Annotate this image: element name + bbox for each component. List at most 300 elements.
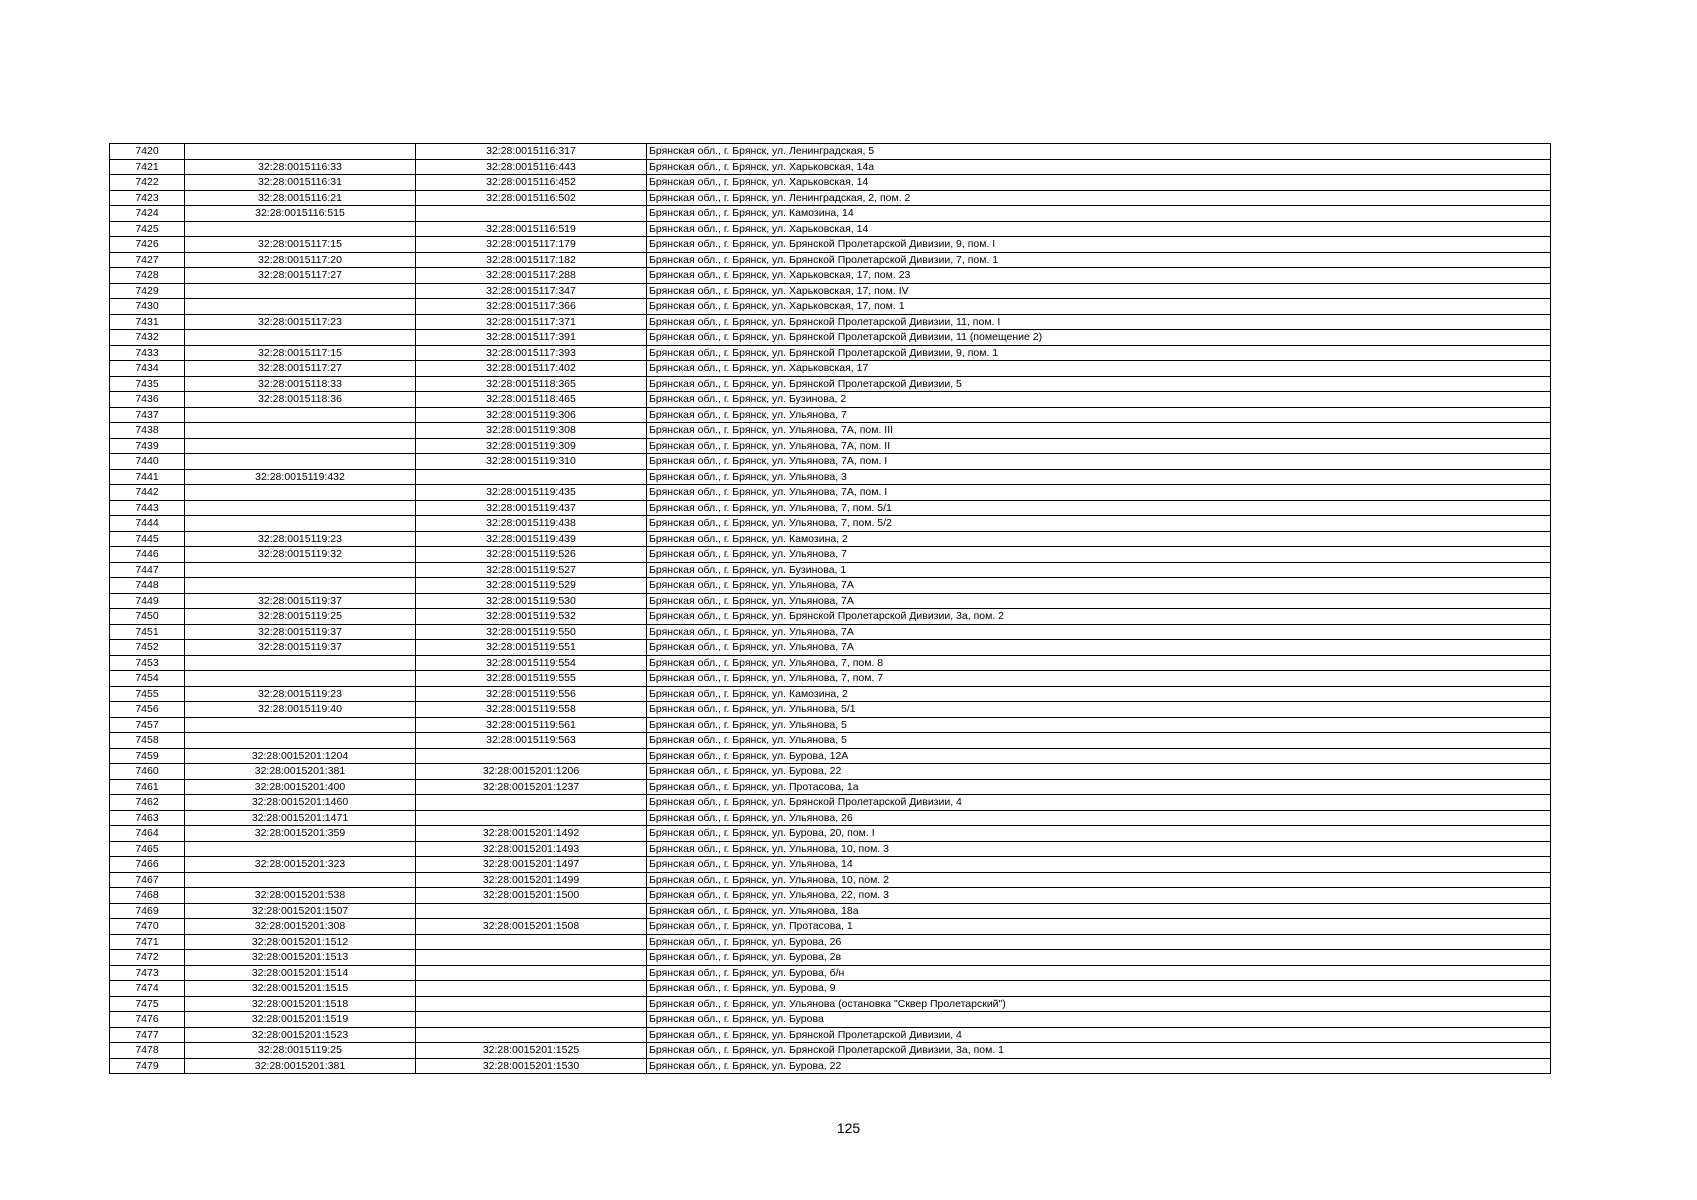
row-number-cell: 7433 — [110, 345, 185, 361]
address-cell: Брянская обл., г. Брянск, ул. Ульянова, 7А, пом. III — [647, 423, 1551, 439]
cadastral-number-land-cell: 32:28:0015119:432 — [185, 469, 416, 485]
cadastral-number-land-cell — [185, 717, 416, 733]
cadastral-number-object-cell: 32:28:0015119:527 — [416, 562, 647, 578]
address-cell: Брянская обл., г. Брянск, ул. Харьковская, 14 — [647, 175, 1551, 191]
cadastral-number-object-cell — [416, 206, 647, 222]
row-number-cell: 7445 — [110, 531, 185, 547]
cadastral-number-land-cell: 32:28:0015117:15 — [185, 345, 416, 361]
table-row — [110, 872, 1551, 888]
cadastral-number-land-cell: 32:28:0015201:1515 — [185, 981, 416, 997]
row-number-cell: 7477 — [110, 1027, 185, 1043]
address-cell: Брянская обл., г. Брянск, ул. Ульянова (остановка "Сквер Пролетарский") — [647, 996, 1551, 1012]
address-cell: Брянская обл., г. Брянск, ул. Ульянова, 7А, пом. I — [647, 485, 1551, 501]
cadastral-number-land-cell — [185, 872, 416, 888]
address-cell: Брянская обл., г. Брянск, ул. Брянской Пролетарской Дивизии, 11, пом. I — [647, 314, 1551, 330]
table-row — [110, 562, 1551, 578]
table-row — [110, 686, 1551, 702]
address-cell: Брянская обл., г. Брянск, ул. Бурова, 12А — [647, 748, 1551, 764]
address-cell: Брянская обл., г. Брянск, ул. Ленинградская, 5 — [647, 144, 1551, 160]
table-row — [110, 531, 1551, 547]
address-cell: Брянская обл., г. Брянск, ул. Бурова, 9 — [647, 981, 1551, 997]
table-row — [110, 624, 1551, 640]
cadastral-number-object-cell: 32:28:0015201:1508 — [416, 919, 647, 935]
address-cell: Брянская обл., г. Брянск, ул. Бузинова, 2 — [647, 392, 1551, 408]
address-cell: Брянская обл., г. Брянск, ул. Бурова, 2в — [647, 950, 1551, 966]
row-number-cell: 7420 — [110, 144, 185, 160]
address-cell: Брянская обл., г. Брянск, ул. Ульянова, 5 — [647, 717, 1551, 733]
address-cell: Брянская обл., г. Брянск, ул. Протасова, 1а — [647, 779, 1551, 795]
address-cell: Брянская обл., г. Брянск, ул. Брянской Пролетарской Дивизии, 3а, пом. 2 — [647, 609, 1551, 625]
cadastral-number-land-cell: 32:28:0015201:1513 — [185, 950, 416, 966]
table-row — [110, 1058, 1551, 1074]
table-row — [110, 516, 1551, 532]
table-row — [110, 593, 1551, 609]
table-row — [110, 888, 1551, 904]
cadastral-number-land-cell: 32:28:0015119:23 — [185, 686, 416, 702]
table-row — [110, 919, 1551, 935]
cadastral-number-object-cell: 32:28:0015119:558 — [416, 702, 647, 718]
address-cell: Брянская обл., г. Брянск, ул. Ульянова, 7А — [647, 593, 1551, 609]
cadastral-number-land-cell: 32:28:0015201:1523 — [185, 1027, 416, 1043]
table-row — [110, 345, 1551, 361]
page-number: 125 — [836, 1120, 861, 1136]
address-cell: Брянская обл., г. Брянск, ул. Бурова, б/н — [647, 965, 1551, 981]
cadastral-number-land-cell: 32:28:0015201:1204 — [185, 748, 416, 764]
cadastral-number-object-cell: 32:28:0015201:1530 — [416, 1058, 647, 1074]
table-row — [110, 764, 1551, 780]
cadastral-number-object-cell: 32:28:0015119:551 — [416, 640, 647, 656]
row-number-cell: 7476 — [110, 1012, 185, 1028]
row-number-cell: 7466 — [110, 857, 185, 873]
cadastral-number-land-cell — [185, 454, 416, 470]
cadastral-number-object-cell — [416, 795, 647, 811]
cadastral-number-object-cell: 32:28:0015119:438 — [416, 516, 647, 532]
cadastral-number-object-cell: 32:28:0015116:317 — [416, 144, 647, 160]
address-cell: Брянская обл., г. Брянск, ул. Ульянова, 7 — [647, 407, 1551, 423]
cadastral-number-land-cell: 32:28:0015201:359 — [185, 826, 416, 842]
cadastral-number-land-cell — [185, 578, 416, 594]
cadastral-number-land-cell — [185, 485, 416, 501]
cadastral-number-object-cell: 32:28:0015119:561 — [416, 717, 647, 733]
cadastral-number-land-cell: 32:28:0015117:20 — [185, 252, 416, 268]
row-number-cell: 7469 — [110, 903, 185, 919]
table-row — [110, 252, 1551, 268]
row-number-cell: 7468 — [110, 888, 185, 904]
table-row — [110, 826, 1551, 842]
address-cell: Брянская обл., г. Брянск, ул. Харьковская, 17 — [647, 361, 1551, 377]
address-cell: Брянская обл., г. Брянск, ул. Брянской Пролетарской Дивизии, 9, пом. 1 — [647, 345, 1551, 361]
address-cell: Брянская обл., г. Брянск, ул. Ульянова, 5/1 — [647, 702, 1551, 718]
address-cell: Брянская обл., г. Брянск, ул. Ульянова, 26 — [647, 810, 1551, 826]
cadastral-number-land-cell: 32:28:0015201:1519 — [185, 1012, 416, 1028]
table-row — [110, 159, 1551, 175]
row-number-cell: 7471 — [110, 934, 185, 950]
cadastral-number-land-cell — [185, 841, 416, 857]
cadastral-number-land-cell: 32:28:0015119:32 — [185, 547, 416, 563]
cadastral-number-object-cell — [416, 748, 647, 764]
table-row — [110, 903, 1551, 919]
address-cell: Брянская обл., г. Брянск, ул. Ульянова, 10, пом. 3 — [647, 841, 1551, 857]
address-cell: Брянская обл., г. Брянск, ул. Камозина, 2 — [647, 531, 1551, 547]
cadastral-number-land-cell: 32:28:0015119:37 — [185, 624, 416, 640]
table-row — [110, 144, 1551, 160]
table-row — [110, 500, 1551, 516]
cadastral-number-object-cell — [416, 981, 647, 997]
address-cell: Брянская обл., г. Брянск, ул. Брянской Пролетарской Дивизии, 9, пом. I — [647, 237, 1551, 253]
cadastral-number-object-cell: 32:28:0015119:435 — [416, 485, 647, 501]
cadastral-number-object-cell: 32:28:0015118:465 — [416, 392, 647, 408]
table-row — [110, 671, 1551, 687]
address-cell: Брянская обл., г. Брянск, ул. Ульянова, 7А — [647, 578, 1551, 594]
address-cell: Брянская обл., г. Брянск, ул. Ульянова, 18а — [647, 903, 1551, 919]
row-number-cell: 7475 — [110, 996, 185, 1012]
row-number-cell: 7457 — [110, 717, 185, 733]
cadastral-number-object-cell: 32:28:0015119:310 — [416, 454, 647, 470]
address-cell: Брянская обл., г. Брянск, ул. Брянской Пролетарской Дивизии, 4 — [647, 1027, 1551, 1043]
cadastral-number-object-cell: 32:28:0015119:554 — [416, 655, 647, 671]
address-cell: Брянская обл., г. Брянск, ул. Ульянова, 10, пом. 2 — [647, 872, 1551, 888]
cadastral-number-object-cell: 32:28:0015201:1206 — [416, 764, 647, 780]
row-number-cell: 7461 — [110, 779, 185, 795]
row-number-cell: 7439 — [110, 438, 185, 454]
cadastral-number-object-cell: 32:28:0015119:550 — [416, 624, 647, 640]
cadastral-number-land-cell: 32:28:0015117:27 — [185, 361, 416, 377]
row-number-cell: 7447 — [110, 562, 185, 578]
row-number-cell: 7432 — [110, 330, 185, 346]
row-number-cell: 7436 — [110, 392, 185, 408]
row-number-cell: 7442 — [110, 485, 185, 501]
row-number-cell: 7464 — [110, 826, 185, 842]
row-number-cell: 7451 — [110, 624, 185, 640]
table-row — [110, 268, 1551, 284]
table-row — [110, 655, 1551, 671]
address-cell: Брянская обл., г. Брянск, ул. Ульянова, 14 — [647, 857, 1551, 873]
table-row — [110, 1012, 1551, 1028]
table-row — [110, 423, 1551, 439]
table-row — [110, 857, 1551, 873]
row-number-cell: 7479 — [110, 1058, 185, 1074]
table-row — [110, 996, 1551, 1012]
cadastral-number-land-cell: 32:28:0015201:400 — [185, 779, 416, 795]
table-row — [110, 485, 1551, 501]
table-row — [110, 981, 1551, 997]
cadastral-number-object-cell — [416, 934, 647, 950]
row-number-cell: 7462 — [110, 795, 185, 811]
registry-table-body — [110, 144, 1551, 1074]
table-row — [110, 950, 1551, 966]
cadastral-number-object-cell: 32:28:0015201:1237 — [416, 779, 647, 795]
cadastral-number-object-cell: 32:28:0015116:502 — [416, 190, 647, 206]
table-row — [110, 841, 1551, 857]
address-cell: Брянская обл., г. Брянск, ул. Ульянова, 7А — [647, 640, 1551, 656]
row-number-cell: 7443 — [110, 500, 185, 516]
table-row — [110, 330, 1551, 346]
cadastral-number-object-cell: 32:28:0015119:308 — [416, 423, 647, 439]
table-row — [110, 314, 1551, 330]
table-row — [110, 1027, 1551, 1043]
cadastral-number-land-cell: 32:28:0015118:36 — [185, 392, 416, 408]
row-number-cell: 7465 — [110, 841, 185, 857]
cadastral-number-land-cell: 32:28:0015116:515 — [185, 206, 416, 222]
cadastral-number-object-cell: 32:28:0015117:179 — [416, 237, 647, 253]
cadastral-number-object-cell: 32:28:0015119:529 — [416, 578, 647, 594]
address-cell: Брянская обл., г. Брянск, ул. Ульянова, 7А, пом. II — [647, 438, 1551, 454]
cadastral-number-land-cell: 32:28:0015116:33 — [185, 159, 416, 175]
cadastral-number-object-cell — [416, 950, 647, 966]
cadastral-number-land-cell — [185, 423, 416, 439]
cadastral-number-land-cell — [185, 516, 416, 532]
cadastral-number-land-cell — [185, 438, 416, 454]
cadastral-number-object-cell: 32:28:0015119:556 — [416, 686, 647, 702]
table-row — [110, 237, 1551, 253]
cadastral-number-object-cell: 32:28:0015119:309 — [416, 438, 647, 454]
cadastral-number-object-cell: 32:28:0015119:439 — [416, 531, 647, 547]
cadastral-number-object-cell: 32:28:0015201:1493 — [416, 841, 647, 857]
table-row — [110, 438, 1551, 454]
row-number-cell: 7458 — [110, 733, 185, 749]
cadastral-number-land-cell: 32:28:0015201:1460 — [185, 795, 416, 811]
row-number-cell: 7426 — [110, 237, 185, 253]
cadastral-number-land-cell — [185, 299, 416, 315]
address-cell: Брянская обл., г. Брянск, ул. Харьковская, 17, пом. IV — [647, 283, 1551, 299]
row-number-cell: 7429 — [110, 283, 185, 299]
cadastral-number-object-cell: 32:28:0015117:182 — [416, 252, 647, 268]
row-number-cell: 7434 — [110, 361, 185, 377]
cadastral-number-object-cell: 32:28:0015201:1525 — [416, 1043, 647, 1059]
table-row — [110, 206, 1551, 222]
address-cell: Брянская обл., г. Брянск, ул. Брянской Пролетарской Дивизии, 3а, пом. 1 — [647, 1043, 1551, 1059]
cadastral-number-object-cell: 32:28:0015117:402 — [416, 361, 647, 377]
table-row — [110, 733, 1551, 749]
row-number-cell: 7428 — [110, 268, 185, 284]
cadastral-number-land-cell — [185, 733, 416, 749]
address-cell: Брянская обл., г. Брянск, ул. Ленинградская, 2, пом. 2 — [647, 190, 1551, 206]
cadastral-number-land-cell — [185, 144, 416, 160]
address-cell: Брянская обл., г. Брянск, ул. Ульянова, 7, пом. 7 — [647, 671, 1551, 687]
cadastral-number-object-cell: 32:28:0015119:526 — [416, 547, 647, 563]
row-number-cell: 7437 — [110, 407, 185, 423]
cadastral-number-object-cell: 32:28:0015117:366 — [416, 299, 647, 315]
cadastral-number-object-cell: 32:28:0015116:443 — [416, 159, 647, 175]
table-row — [110, 392, 1551, 408]
address-cell: Брянская обл., г. Брянск, ул. Брянской Пролетарской Дивизии, 7, пом. 1 — [647, 252, 1551, 268]
address-cell: Брянская обл., г. Брянск, ул. Бурова, 20, пом. I — [647, 826, 1551, 842]
table-row — [110, 779, 1551, 795]
address-cell: Брянская обл., г. Брянск, ул. Брянской Пролетарской Дивизии, 4 — [647, 795, 1551, 811]
address-cell: Брянская обл., г. Брянск, ул. Бурова, 26 — [647, 934, 1551, 950]
address-cell: Брянская обл., г. Брянск, ул. Бурова — [647, 1012, 1551, 1028]
cadastral-number-land-cell — [185, 221, 416, 237]
registry-table — [109, 143, 1551, 1074]
row-number-cell: 7440 — [110, 454, 185, 470]
row-number-cell: 7453 — [110, 655, 185, 671]
cadastral-number-object-cell: 32:28:0015119:532 — [416, 609, 647, 625]
row-number-cell: 7425 — [110, 221, 185, 237]
address-cell: Брянская обл., г. Брянск, ул. Ульянова, 7А, пом. I — [647, 454, 1551, 470]
address-cell: Брянская обл., г. Брянск, ул. Бурова, 22 — [647, 764, 1551, 780]
cadastral-number-land-cell: 32:28:0015119:25 — [185, 609, 416, 625]
cadastral-number-object-cell — [416, 996, 647, 1012]
address-cell: Брянская обл., г. Брянск, ул. Протасова, 1 — [647, 919, 1551, 935]
table-row — [110, 299, 1551, 315]
row-number-cell: 7460 — [110, 764, 185, 780]
cadastral-number-land-cell: 32:28:0015201:1518 — [185, 996, 416, 1012]
table-row — [110, 283, 1551, 299]
cadastral-number-object-cell — [416, 1012, 647, 1028]
cadastral-number-land-cell: 32:28:0015117:15 — [185, 237, 416, 253]
address-cell: Брянская обл., г. Брянск, ул. Ульянова, 7, пом. 8 — [647, 655, 1551, 671]
address-cell: Брянская обл., г. Брянск, ул. Бузинова, 1 — [647, 562, 1551, 578]
table-row — [110, 376, 1551, 392]
row-number-cell: 7467 — [110, 872, 185, 888]
row-number-cell: 7459 — [110, 748, 185, 764]
address-cell: Брянская обл., г. Брянск, ул. Харьковская, 17, пом. 23 — [647, 268, 1551, 284]
cadastral-number-object-cell: 32:28:0015201:1492 — [416, 826, 647, 842]
address-cell: Брянская обл., г. Брянск, ул. Харьковская, 17, пом. 1 — [647, 299, 1551, 315]
cadastral-number-object-cell: 32:28:0015201:1500 — [416, 888, 647, 904]
cadastral-number-object-cell: 32:28:0015117:371 — [416, 314, 647, 330]
row-number-cell: 7423 — [110, 190, 185, 206]
row-number-cell: 7452 — [110, 640, 185, 656]
row-number-cell: 7455 — [110, 686, 185, 702]
table-row — [110, 640, 1551, 656]
row-number-cell: 7454 — [110, 671, 185, 687]
table-row — [110, 175, 1551, 191]
table-row — [110, 702, 1551, 718]
cadastral-number-object-cell — [416, 469, 647, 485]
row-number-cell: 7438 — [110, 423, 185, 439]
address-cell: Брянская обл., г. Брянск, ул. Харьковская, 14а — [647, 159, 1551, 175]
cadastral-number-land-cell: 32:28:0015201:1512 — [185, 934, 416, 950]
cadastral-number-object-cell: 32:28:0015116:452 — [416, 175, 647, 191]
cadastral-number-land-cell: 32:28:0015116:21 — [185, 190, 416, 206]
address-cell: Брянская обл., г. Брянск, ул. Ульянова, 7, пом. 5/2 — [647, 516, 1551, 532]
row-number-cell: 7478 — [110, 1043, 185, 1059]
row-number-cell: 7435 — [110, 376, 185, 392]
cadastral-number-land-cell: 32:28:0015201:1471 — [185, 810, 416, 826]
address-cell: Брянская обл., г. Брянск, ул. Камозина, 2 — [647, 686, 1551, 702]
cadastral-number-land-cell: 32:28:0015119:25 — [185, 1043, 416, 1059]
row-number-cell: 7441 — [110, 469, 185, 485]
address-cell: Брянская обл., г. Брянск, ул. Камозина, 14 — [647, 206, 1551, 222]
table-row — [110, 795, 1551, 811]
address-cell: Брянская обл., г. Брянск, ул. Ульянова, 3 — [647, 469, 1551, 485]
row-number-cell: 7431 — [110, 314, 185, 330]
address-cell: Брянская обл., г. Брянск, ул. Ульянова, 7, пом. 5/1 — [647, 500, 1551, 516]
cadastral-number-land-cell: 32:28:0015201:1507 — [185, 903, 416, 919]
table-row — [110, 717, 1551, 733]
table-row — [110, 547, 1551, 563]
cadastral-number-land-cell: 32:28:0015201:538 — [185, 888, 416, 904]
row-number-cell: 7456 — [110, 702, 185, 718]
cadastral-number-land-cell — [185, 283, 416, 299]
cadastral-number-land-cell: 32:28:0015201:381 — [185, 1058, 416, 1074]
table-row — [110, 407, 1551, 423]
cadastral-number-object-cell: 32:28:0015119:530 — [416, 593, 647, 609]
cadastral-number-object-cell — [416, 965, 647, 981]
row-number-cell: 7427 — [110, 252, 185, 268]
table-row — [110, 1043, 1551, 1059]
cadastral-number-land-cell: 32:28:0015117:23 — [185, 314, 416, 330]
cadastral-number-land-cell — [185, 330, 416, 346]
table-row — [110, 361, 1551, 377]
cadastral-number-object-cell: 32:28:0015116:519 — [416, 221, 647, 237]
table-row — [110, 190, 1551, 206]
cadastral-number-object-cell: 32:28:0015117:288 — [416, 268, 647, 284]
address-cell: Брянская обл., г. Брянск, ул. Ульянова, 7 — [647, 547, 1551, 563]
cadastral-number-land-cell: 32:28:0015201:1514 — [185, 965, 416, 981]
table-row — [110, 221, 1551, 237]
cadastral-number-land-cell: 32:28:0015118:33 — [185, 376, 416, 392]
cadastral-number-land-cell: 32:28:0015201:308 — [185, 919, 416, 935]
table-row — [110, 469, 1551, 485]
cadastral-number-land-cell: 32:28:0015119:37 — [185, 640, 416, 656]
cadastral-number-land-cell — [185, 407, 416, 423]
table-row — [110, 810, 1551, 826]
address-cell: Брянская обл., г. Брянск, ул. Брянской Пролетарской Дивизии, 11 (помещение 2) — [647, 330, 1551, 346]
row-number-cell: 7472 — [110, 950, 185, 966]
row-number-cell: 7470 — [110, 919, 185, 935]
address-cell: Брянская обл., г. Брянск, ул. Ульянова, 5 — [647, 733, 1551, 749]
row-number-cell: 7473 — [110, 965, 185, 981]
row-number-cell: 7448 — [110, 578, 185, 594]
cadastral-number-object-cell: 32:28:0015119:563 — [416, 733, 647, 749]
address-cell: Брянская обл., г. Брянск, ул. Харьковская, 14 — [647, 221, 1551, 237]
cadastral-number-object-cell: 32:28:0015117:393 — [416, 345, 647, 361]
row-number-cell: 7444 — [110, 516, 185, 532]
cadastral-number-land-cell: 32:28:0015116:31 — [185, 175, 416, 191]
cadastral-number-object-cell: 32:28:0015201:1499 — [416, 872, 647, 888]
row-number-cell: 7450 — [110, 609, 185, 625]
row-number-cell: 7424 — [110, 206, 185, 222]
table-row — [110, 748, 1551, 764]
cadastral-number-land-cell: 32:28:0015119:37 — [185, 593, 416, 609]
cadastral-number-object-cell: 32:28:0015117:391 — [416, 330, 647, 346]
cadastral-number-land-cell: 32:28:0015119:23 — [185, 531, 416, 547]
cadastral-number-land-cell — [185, 671, 416, 687]
cadastral-number-land-cell: 32:28:0015117:27 — [185, 268, 416, 284]
table-row — [110, 934, 1551, 950]
cadastral-number-object-cell: 32:28:0015201:1497 — [416, 857, 647, 873]
row-number-cell: 7422 — [110, 175, 185, 191]
cadastral-number-land-cell — [185, 655, 416, 671]
cadastral-number-land-cell — [185, 562, 416, 578]
cadastral-number-land-cell: 32:28:0015201:381 — [185, 764, 416, 780]
row-number-cell: 7449 — [110, 593, 185, 609]
table-row — [110, 609, 1551, 625]
cadastral-number-object-cell: 32:28:0015118:365 — [416, 376, 647, 392]
cadastral-number-object-cell — [416, 810, 647, 826]
cadastral-number-land-cell — [185, 500, 416, 516]
address-cell: Брянская обл., г. Брянск, ул. Ульянова, 22, пом. 3 — [647, 888, 1551, 904]
cadastral-number-land-cell: 32:28:0015119:40 — [185, 702, 416, 718]
cadastral-number-object-cell — [416, 1027, 647, 1043]
row-number-cell: 7474 — [110, 981, 185, 997]
address-cell: Брянская обл., г. Брянск, ул. Ульянова, 7А — [647, 624, 1551, 640]
table-row — [110, 578, 1551, 594]
address-cell: Брянская обл., г. Брянск, ул. Брянской Пролетарской Дивизии, 5 — [647, 376, 1551, 392]
table-row — [110, 965, 1551, 981]
address-cell: Брянская обл., г. Брянск, ул. Бурова, 22 — [647, 1058, 1551, 1074]
cadastral-number-object-cell: 32:28:0015119:437 — [416, 500, 647, 516]
cadastral-number-object-cell: 32:28:0015117:347 — [416, 283, 647, 299]
cadastral-number-land-cell: 32:28:0015201:323 — [185, 857, 416, 873]
cadastral-number-object-cell — [416, 903, 647, 919]
row-number-cell: 7430 — [110, 299, 185, 315]
row-number-cell: 7463 — [110, 810, 185, 826]
cadastral-number-object-cell: 32:28:0015119:306 — [416, 407, 647, 423]
row-number-cell: 7421 — [110, 159, 185, 175]
